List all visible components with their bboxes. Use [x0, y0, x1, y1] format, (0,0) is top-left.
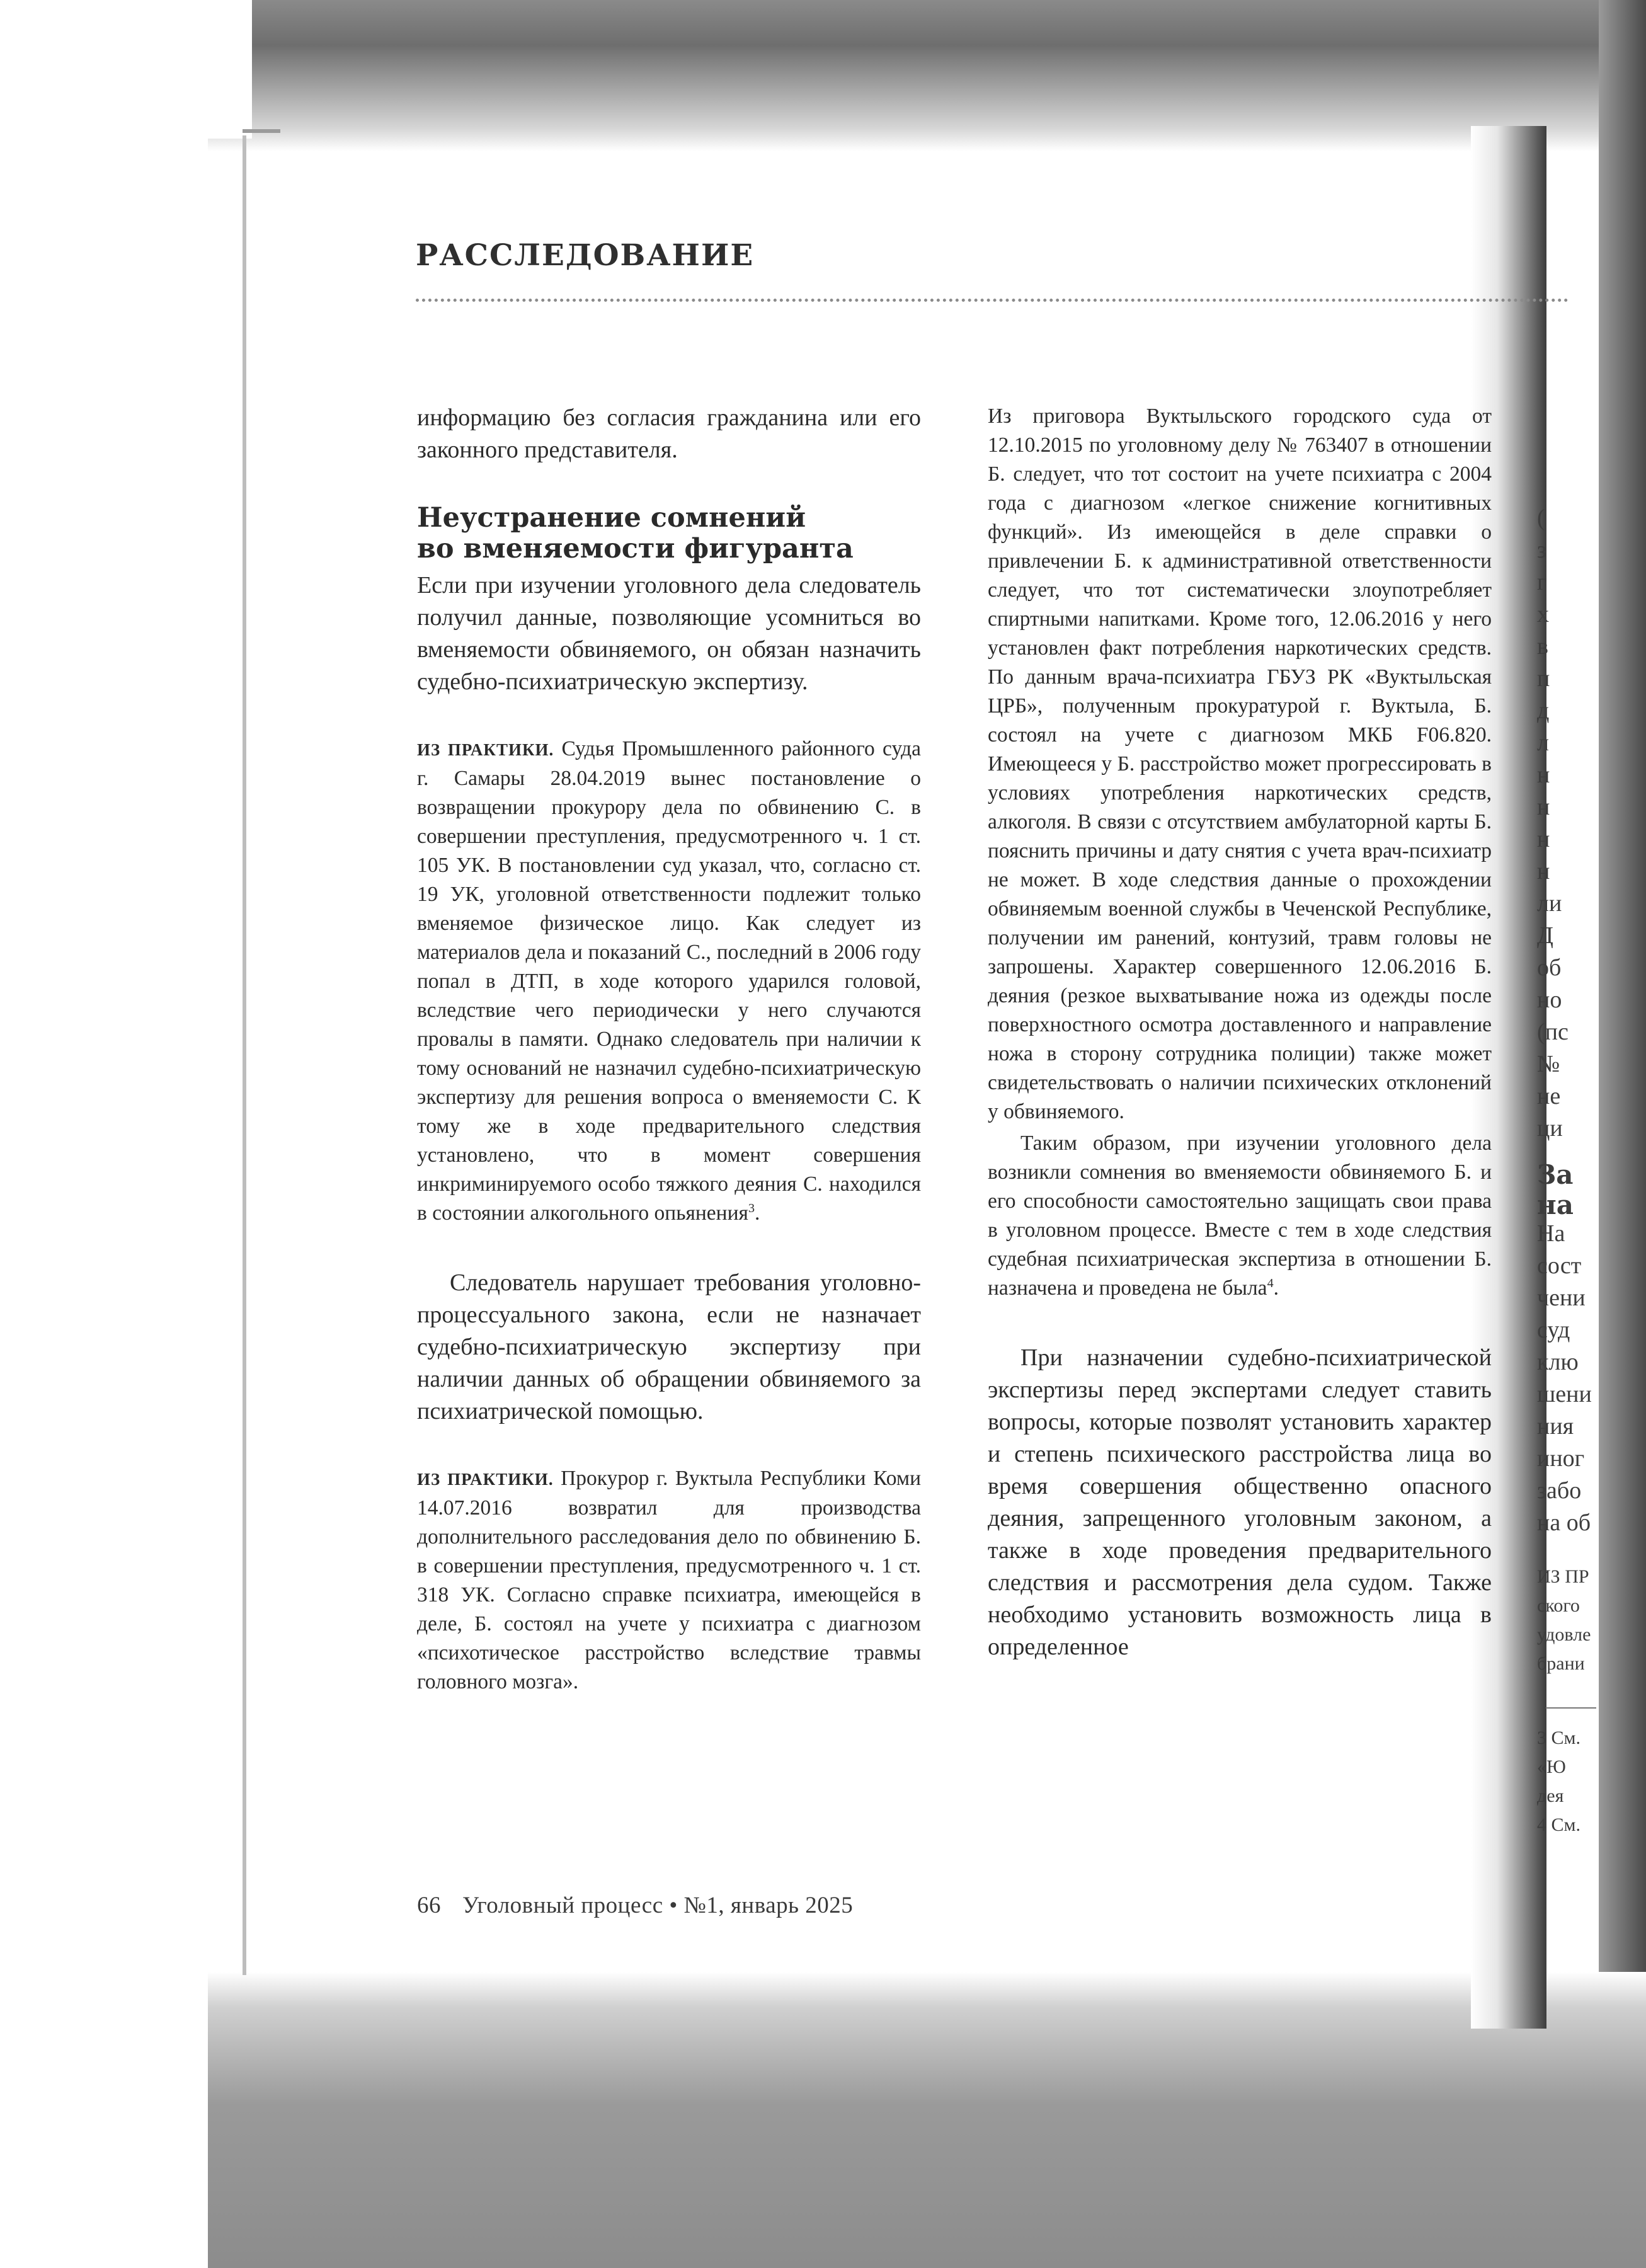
rule-paragraph: Следователь нарушает требования уголовно-процессуального закона, если не назначает судебно-психиатрическую экспертизу при наличии данных об обращении обвиняемого за психиатрической помощью.: [417, 1269, 921, 1424]
lead-paragraph: Если при изучении уголовного дела следователь получил данные, позволяющие усомниться во вменяемости обвиняемого, он обязан назначить судебно-психиатрическую экспертизу.: [417, 572, 921, 695]
heading-line-2: во вменяемости фигуранта: [417, 533, 854, 564]
next-page-line: иног: [1537, 1445, 1585, 1472]
next-page-line: Д: [1537, 922, 1553, 949]
next-page-line: сост: [1537, 1252, 1582, 1279]
next-page-line: не: [1537, 1083, 1561, 1109]
heading-line-1: Неустранение сомнений: [417, 502, 806, 534]
next-page-line: л: [1537, 730, 1549, 756]
next-page-line: На: [1537, 1220, 1565, 1247]
next-page-line: суд: [1537, 1317, 1570, 1343]
next-page-line: чени: [1537, 1285, 1586, 1311]
next-page-line: н: [1537, 826, 1550, 852]
next-page-line: но: [1537, 987, 1562, 1013]
next-page-heading: [1537, 1159, 1613, 1220]
practice-label: ИЗ ПРАКТИКИ.: [417, 1470, 554, 1489]
scan-margin-top-left: [0, 0, 252, 139]
next-page-line: н: [1537, 858, 1550, 885]
next-page-line: клю: [1537, 1349, 1579, 1375]
expert-questions-paragraph: При назначении судебно-психиатрической экспертизы перед экспертами следует ставить вопросы, которые позволят установить характер и степень психического расстройства лица во время совершения общественно опасного деяния, запрещенного уголовным законом, а также в ходе проведения предварительного следствия и рассмотрения дела судом. Также необходимо установить возможность лица в определенное: [988, 1344, 1492, 1660]
practice-label: ИЗ ПРАКТИКИ.: [417, 740, 554, 759]
page-footer: [417, 1892, 853, 1919]
footnote-ref: 3: [748, 1201, 755, 1215]
next-page-line: забо: [1537, 1477, 1582, 1504]
next-page-line: з: [1537, 537, 1547, 563]
next-page-line: п: [1537, 665, 1550, 692]
page-left-edge: [243, 135, 246, 1975]
next-page-line: удовле: [1537, 1624, 1591, 1645]
conclusion-text: Таким образом, при изучении уголовного дела возникли сомнения во вменяемости обвиняемого Б. и его способности самостоятельно защищать свои права в уголовном процессе. Вместе с тем в ходе следствия судебная психиатрическая экспертиза в отношении Б. назначена и проведена не была: [988, 1131, 1492, 1300]
scan-shadow-bottom: [208, 1972, 1646, 2268]
next-page-line: (: [1537, 505, 1545, 531]
conclusion-paragraph: Таким образом, при изучении уголовного дела возникли сомнения во вменяемости обвиняемого Б. и его способности самостоятельно защищать свои права в уголовном процессе. Вместе с тем в ходе следствия судебная психиатрическая экспертиза в отношении Б. назначена и проведена не была$^4$.: [988, 1131, 1492, 1300]
scan-shadow-top: [208, 0, 1646, 151]
page-number: 66: [417, 1893, 441, 1918]
next-page-line: ния: [1537, 1413, 1574, 1440]
next-page-line: д: [1537, 697, 1550, 724]
next-page-line: (пс: [1537, 1019, 1569, 1045]
next-page-line: ци: [1537, 1115, 1563, 1142]
footnote-ref: 4: [1267, 1276, 1274, 1290]
next-page-line: ИЗ ПР: [1537, 1566, 1589, 1587]
next-page-lines-c: [1537, 1566, 1613, 1682]
next-page-fragment: [1537, 378, 1613, 1843]
practice-example-2: [417, 1464, 921, 1697]
page-corner-edge: [243, 129, 280, 133]
practice-text: Судья Промышленного районного суда г. Самары 28.04.2019 вынес постановление о возвращении прокурору дела по обвинению С. в совершении преступления, предусмотренного ч. 1 ст. 105 УК. В постановлении суд указал, что, согласно ст. 19 УК, уголовной ответственности подлежит только вменяемое физическое лицо. Как следует из материалов дела и показаний С., последний в 2006 году попал в ДТП, в ходе которого ударился головой, вследствие чего периодически у него случаются провалы в памяти. Однако следователь при наличии к тому оснований не назначил судебно-психиатрическую экспертизу для решения вопроса о вменяемости С. К тому же в ходе предварительного следствия установлено, что в момент совершения инкриминируемого особо тяжкого деяния С. находился в состоянии алкогольного опьянения: [417, 737, 922, 1225]
next-page-line: х: [1537, 601, 1549, 627]
next-page-footnote: «Ю: [1537, 1756, 1566, 1777]
next-page-footnote: 3 См.: [1537, 1727, 1580, 1748]
next-page-line: н: [1537, 794, 1550, 820]
next-page-lines-a: [1537, 504, 1613, 1147]
practice-text: Прокурор г. Вуктыла Республики Коми 14.07.2016 возвратил для производства дополнительного расследования дело по обвинению Б. в совершении преступления, предусмотренного ч. 1 ст. 318 УК. Согласно справке психиатра, имеющейся в деле, Б. состоял на учете у психиатра с диагнозом «психотическое расстройство вследствие травмы головного мозга».: [417, 1467, 922, 1693]
next-page-line: шени: [1537, 1381, 1592, 1407]
next-page-line: брани: [1537, 1653, 1585, 1674]
next-page-footnotes: [1537, 1727, 1613, 1843]
practice-example-1: ИЗ ПРАКТИКИ. Судья Промышленного районного суда г. Самары 28.04.2019 вынес постановление о возвращении прокурору дела по обвинению С. в совершении преступления, предусмотренного ч. 1 ст. 105 УК. В постановлении суд указал, что, согласно ст. 19 УК, уголовной ответственности подлежит только вменяемое физическое лицо. Как следует из материалов дела и показаний С., последний в 2006 году попал в ДТП, в ходе которого ударился головой, вследствие чего периодически у него случаются провалы в памяти. Однако следователь при наличии к тому оснований не назначил судебно-психиатрическую экспертизу для решения вопроса о вменяемости С. К тому же в ходе предварительного следствия установлено, что в момент совершения инкриминируемого особо тяжкого деяния С. находился в состоянии алкогольного опьянения$^3$.: [417, 737, 922, 1225]
journal-name: Уголовный процесс • №1, январь 2025: [462, 1893, 854, 1918]
section-title: РАССЛЕДОВАНИЕ: [416, 238, 755, 273]
next-page-line: г: [1537, 569, 1547, 595]
next-page-line: ли: [1537, 890, 1562, 917]
left-column: [417, 402, 921, 1697]
next-page-line: н: [1537, 762, 1550, 788]
next-page-heading-line: За: [1537, 1159, 1574, 1190]
right-column: [988, 402, 1492, 1663]
next-page-line: №: [1537, 1051, 1560, 1077]
next-page-lines-b: [1537, 1220, 1613, 1541]
next-page-footnote: дея: [1537, 1785, 1564, 1806]
intro-paragraph: информацию без согласия гражданина или его законного представителя.: [417, 404, 921, 463]
next-page-line: на об: [1537, 1509, 1591, 1536]
section-heading: [417, 503, 921, 564]
next-page-footnote: 4 См.: [1537, 1814, 1580, 1835]
next-page-line: ского: [1537, 1595, 1580, 1616]
verdict-paragraph: Из приговора Вуктыльского городского суда от 12.10.2015 по уголовному делу № 763407 в отношении Б. следует, что тот состоит на учете психиатра с 2004 года с диагнозом «легкое снижение когнитивных функций». Из имеющейся в деле справки о привлечении Б. к административной ответственности следует, что тот систематически злоупотребляет спиртными напитками. Кроме того, 12.06.2016 у него установлен факт потребления наркотических средств. По данным врача-психиатра ГБУЗ РК «Вуктыльская ЦРБ», полученным прокуратурой г. Вуктыла, Б. состоял на учете с диагнозом МКБ F06.820. Имеющееся у Б. расстройство может прогрессировать в условиях употребления наркотических средств, алкоголя. В связи с отсутствием амбулаторной карты Б. пояснить причины и дату снятия с учета врач-психиатр не может. В ходе следствия данные о прохождении обвиняемым военной службы в Чеченской Республике, получении им ранений, контузий, травм головы не запрошены. Характер совершенного 12.06.2016 Б. деяния (резкое выхватывание ножа из одежды после поверхностного осмотра доставленного и направление ножа в сторону сотрудника полиции) также может свидетельствовать о наличии психических отклонений у обвиняемого.: [988, 404, 1492, 1123]
next-page-line: в: [1537, 633, 1548, 660]
footnote-rule: [1546, 1707, 1596, 1709]
header-dotted-rule: [416, 299, 1569, 302]
next-page-line: об: [1537, 954, 1562, 981]
next-page-heading-line: на: [1537, 1189, 1574, 1220]
